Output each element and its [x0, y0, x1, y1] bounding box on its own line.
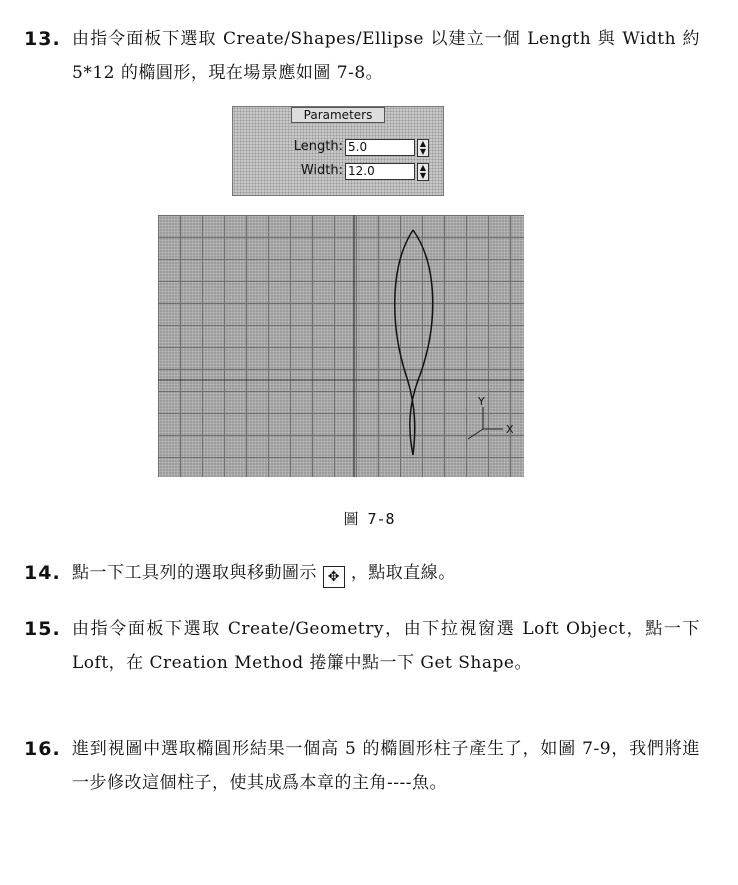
move-arrows-icon: ✥: [323, 566, 345, 588]
width-label: Width:: [300, 163, 343, 178]
ellipse-scene: [158, 215, 524, 477]
z-axis-gizmo: [468, 429, 483, 439]
ellipse-shape: [395, 230, 415, 455]
spinner-arrows-icon[interactable]: ▲ ▼: [417, 163, 429, 181]
scene-viewport[interactable]: [158, 215, 524, 477]
ellipse-shape: [410, 230, 433, 455]
step-13: [24, 22, 700, 90]
step-number: 14.: [24, 562, 61, 584]
spinner-arrows-icon[interactable]: ▲ ▼: [417, 139, 429, 157]
length-label: Length:: [293, 139, 343, 154]
length-field[interactable]: 5.0: [345, 139, 415, 156]
step-15: [24, 612, 700, 680]
figure-caption: 圖 7-8: [343, 510, 395, 528]
width-row: [273, 163, 427, 181]
step-14: [24, 556, 700, 590]
step-text: [72, 556, 700, 590]
step-number: 13.: [24, 28, 61, 50]
step-text-before: 點一下工具列的選取與移動圖示: [72, 563, 317, 583]
step-text-after: ，點取直線。: [350, 563, 456, 583]
step-text: 由指令面板下選取 Create/Geometry，由下拉視窗選 Loft Object，點一下 Loft，在 Creation Method 捲簾中點一下 Get Shape。: [72, 619, 700, 673]
length-row: [273, 139, 427, 157]
step-16: [24, 732, 700, 800]
parameters-panel: [232, 106, 444, 196]
panel-title: Parameters: [291, 107, 385, 123]
axis-y-label: Y: [478, 395, 485, 408]
step-number: 15.: [24, 618, 61, 640]
step-text: 由指令面板下選取 Create/Shapes/Ellipse 以建立一個 Length 與 Width 約 5*12 的橢圓形，現在場景應如圖 7-8。: [72, 29, 700, 83]
step-number: 16.: [24, 738, 61, 760]
axis-x-label: X: [506, 423, 514, 436]
step-text: 進到視圖中選取橢圓形結果一個高 5 的橢圓形柱子產生了，如圖 7-9，我們將進一步修改這個柱子，使其成爲本章的主角----魚。: [72, 739, 700, 793]
width-field[interactable]: 12.0: [345, 163, 415, 180]
